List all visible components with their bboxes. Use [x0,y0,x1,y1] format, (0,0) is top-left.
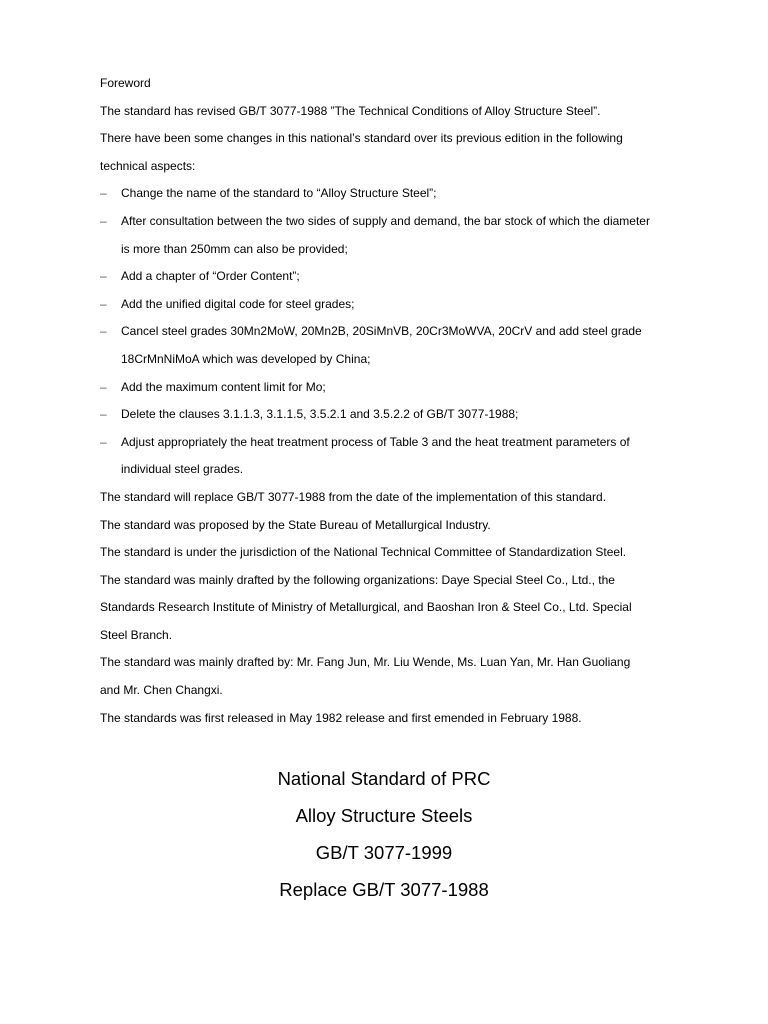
bullet-dash: – [100,213,107,228]
bullet-dash: – [100,296,107,311]
change-list-item [100,208,680,263]
change-list-item [100,374,680,402]
change-item-text: Add a chapter of “Order Content”; [121,269,300,284]
change-list-item [100,263,680,291]
changes-list [100,180,680,484]
bullet-dash: – [100,324,107,339]
foreword-section [100,70,680,732]
release-statement: The standards was first released in May 1982 release and first emended in February 1988. [100,710,582,725]
change-item-text: Delete the clauses 3.1.1.3, 3.1.1.5, 3.5.2.1 and 3.5.2.2 of GB/T 3077-1988; [121,407,519,422]
organizations-line-1: The standard was mainly drafted by the following organizations: Daye Special Steel Co., Ltd., the [100,572,615,587]
replace-statement: The standard will replace GB/T 3077-1988 from the date of the implementation of this standard. [100,489,607,504]
bullet-dash: – [100,434,107,449]
intro-paragraph-2-line-1: There have been some changes in this national’s standard over its previous edition in the following [100,131,623,146]
change-item-text: individual steel grades. [121,462,244,477]
bullet-dash: – [100,407,107,422]
title-line-alloy-structure-steels: Alloy Structure Steels [295,805,473,826]
drafters-line-2: and Mr. Chen Changxi. [100,683,223,698]
change-list-item [100,401,680,429]
bullet-dash: – [100,269,107,284]
change-item-text: After consultation between the two sides of supply and demand, the bar stock of which the diameter [121,213,650,228]
change-list-item [100,318,680,373]
title-line-national-standard: National Standard of PRC [277,768,491,789]
change-list-item [100,429,680,484]
change-item-text: Change the name of the standard to “Alloy Structure Steel”; [121,186,437,201]
change-item-text: Add the maximum content limit for Mo; [121,379,326,394]
title-line-standard-number: GB/T 3077-1999 [315,842,453,863]
change-item-text: Cancel steel grades 30Mn2MoW, 20Mn2B, 20SiMnVB, 20Cr3MoWVA, 20CrV and add steel grade [121,324,642,339]
bullet-dash: – [100,186,107,201]
change-item-text: Add the unified digital code for steel grades; [121,296,355,311]
proposed-statement: The standard was proposed by the State Bureau of Metallurgical Industry. [100,517,491,532]
organizations-line-3: Steel Branch. [100,627,173,642]
title-line-replaces: Replace GB/T 3077-1988 [279,879,489,900]
jurisdiction-statement: The standard is under the jurisdiction of the National Technical Committee of Standardization Steel. [100,545,627,560]
change-list-item [100,180,680,208]
intro-paragraph-1: The standard has revised GB/T 3077-1988 ”The Technical Conditions of Alloy Structure Steel”. [100,103,601,118]
change-item-text: 18CrMnNiMoA which was developed by China; [121,351,371,366]
change-list-item [100,291,680,319]
intro-paragraph-2-line-2: technical aspects: [100,158,196,173]
drafters-line-1: The standard was mainly drafted by: Mr. Fang Jun, Mr. Liu Wende, Ms. Luan Yan, Mr. Han Guoliang [100,655,631,670]
change-item-text: is more than 250mm can also be provided; [121,241,348,256]
change-item-text: Adjust appropriately the heat treatment process of Table 3 and the heat treatment parameters of [121,434,630,449]
standard-title-block [0,760,768,908]
bullet-dash: – [100,379,107,394]
foreword-heading: Foreword [100,76,151,90]
organizations-line-2: Standards Research Institute of Ministry of Metallurgical, and Baoshan Iron & Steel Co., Ltd. Special [100,600,632,615]
